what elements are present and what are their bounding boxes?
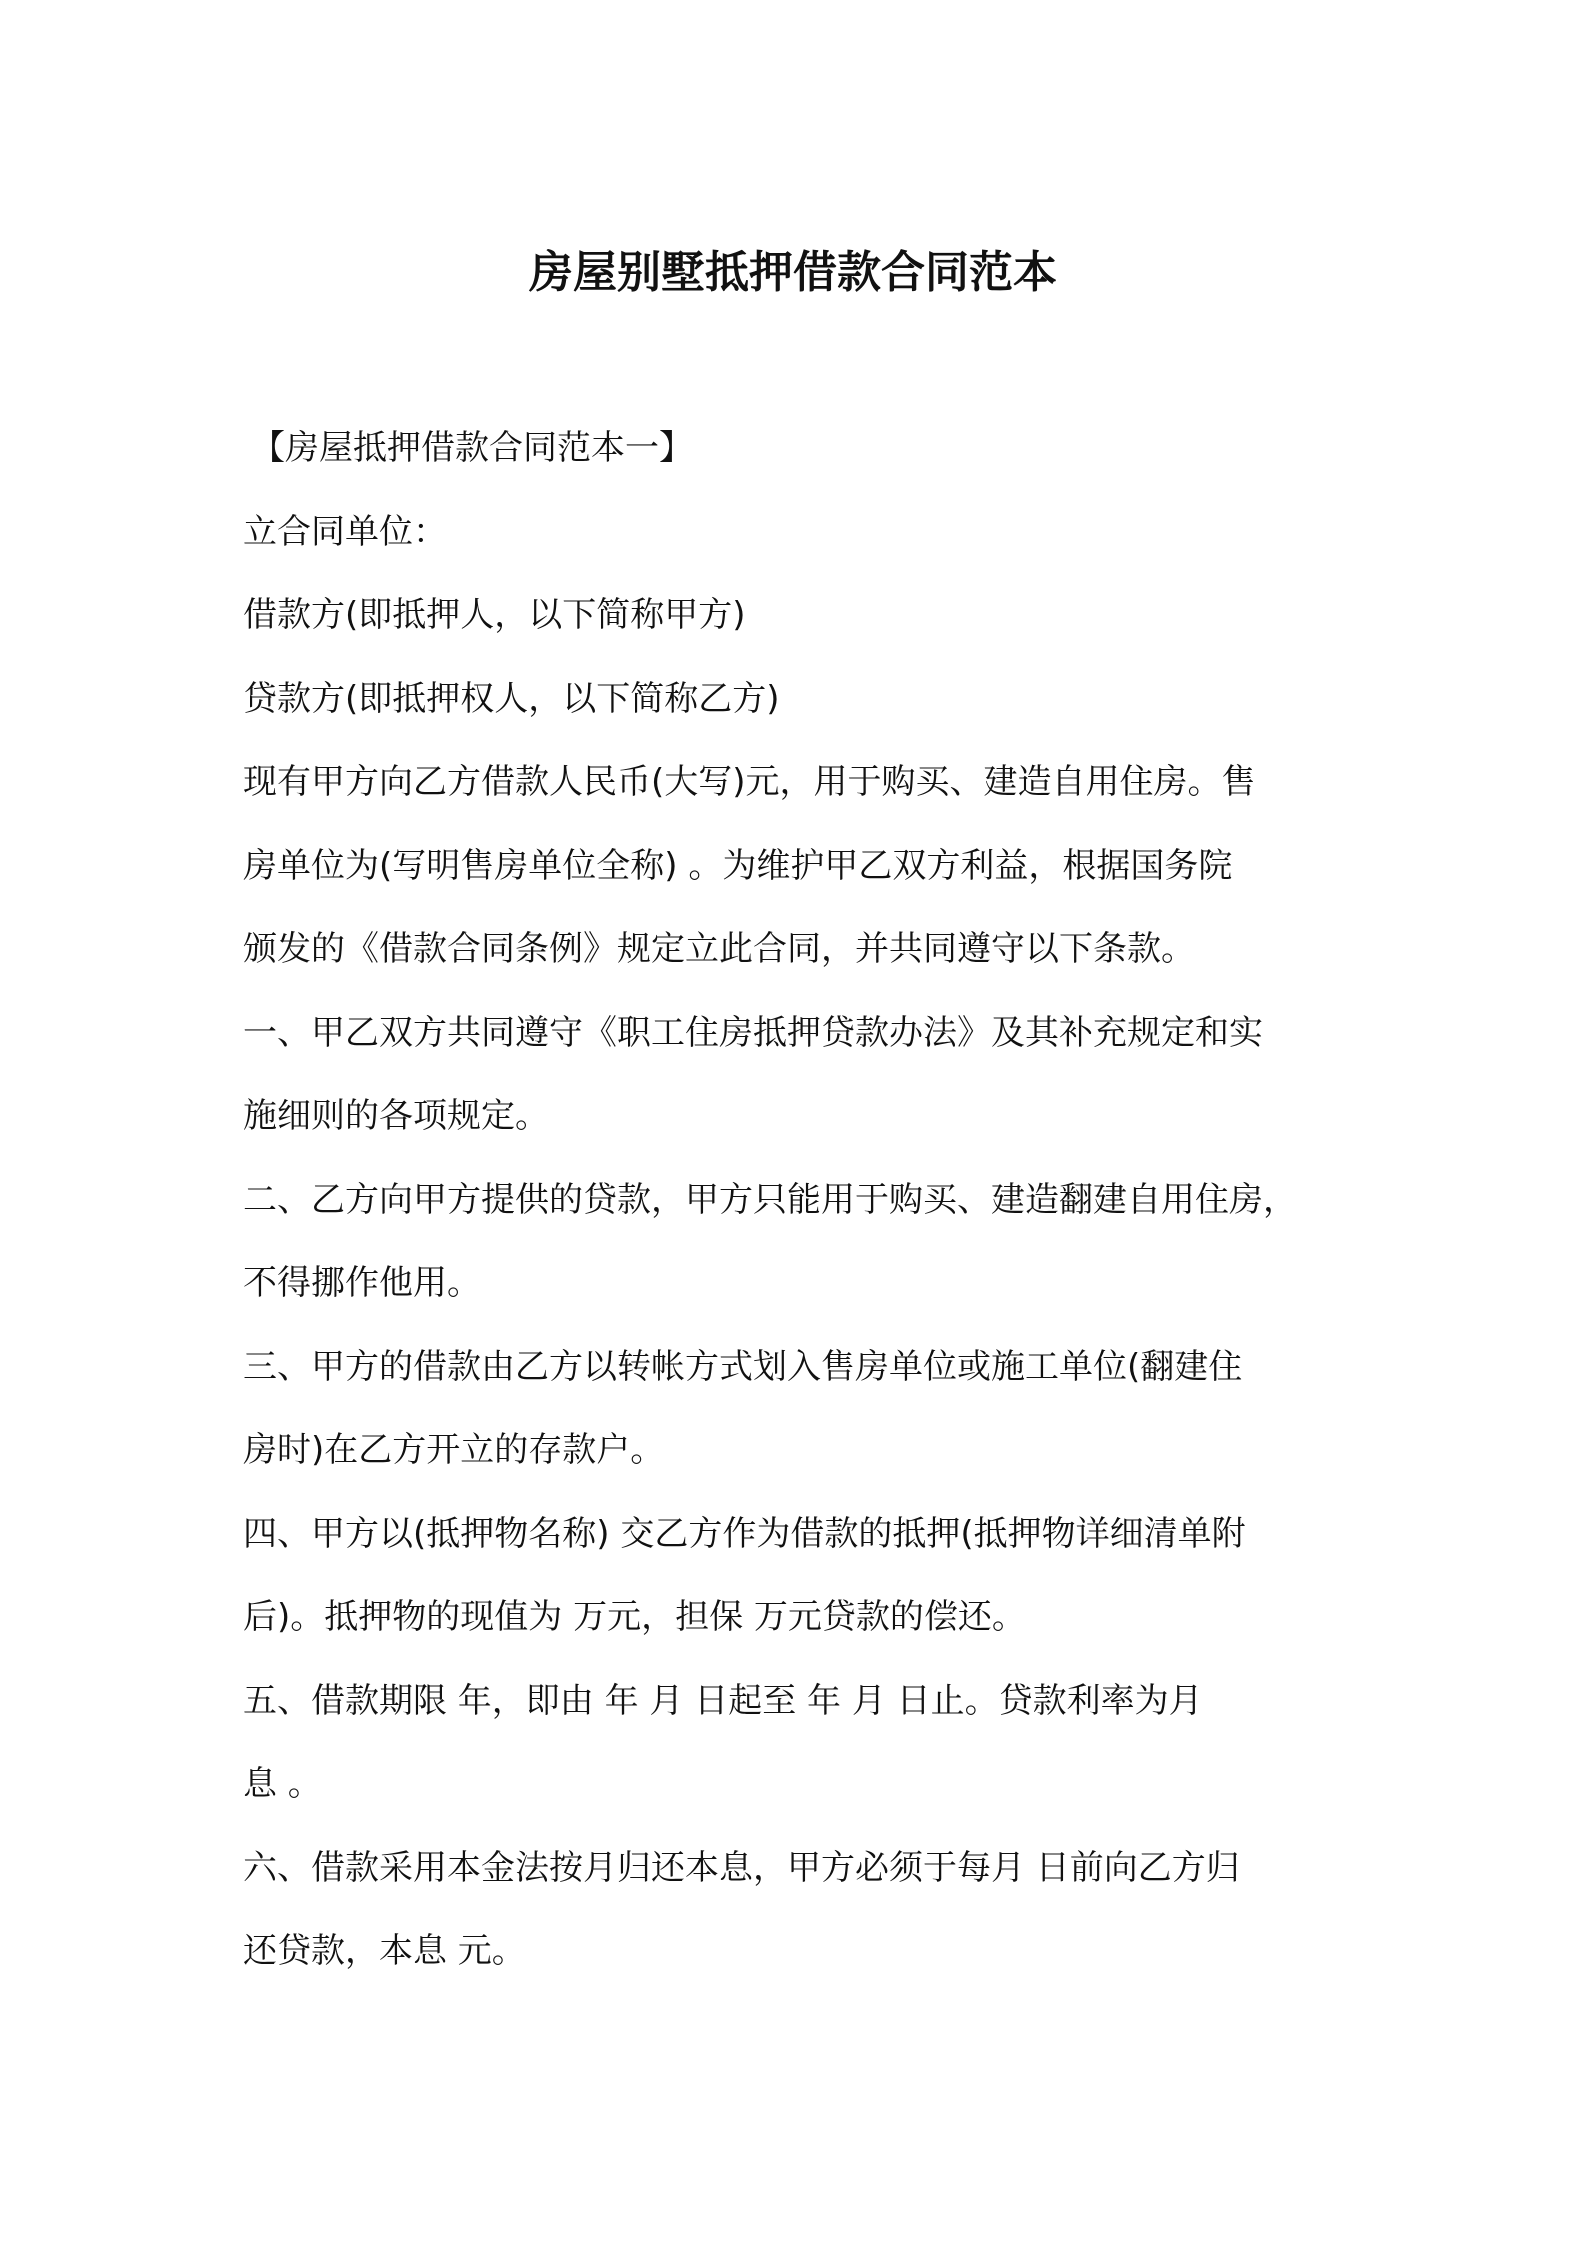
text-line: 借款方(即抵押人，以下简称甲方) <box>243 595 746 635</box>
text-line: 颁发的《借款合同条例》规定立此合同，并共同遵守以下条款。 <box>243 929 1195 969</box>
text-line: 现有甲方向乙方借款人民币(大写)元，用于购买、建造自用住房。售 <box>243 762 1256 802</box>
text-line: 贷款方(即抵押权人，以下简称乙方) <box>243 678 780 719</box>
document-title: 房屋别墅抵押借款合同范本 <box>529 247 1057 299</box>
text-line: 四、甲方以(抵押物名称) 交乙方作为借款的抵押(抵押物详细清单附 <box>243 1513 1246 1554</box>
section-heading: 【房屋抵押借款合同范本一】 <box>251 428 693 468</box>
text-line: 三、甲方的借款由乙方以转帐方式划入售房单位或施工单位(翻建住 <box>243 1346 1243 1387</box>
text-line: 五、借款期限 年，即由 年 月 日起至 年 月 日止。贷款利率为月 <box>243 1680 1203 1721</box>
text-line: 还贷款，本息 元。 <box>243 1931 526 1971</box>
text-line: 息 。 <box>243 1764 322 1804</box>
text-line: 一、甲乙双方共同遵守《职工住房抵押贷款办法》及其补充规定和实 <box>243 1012 1263 1053</box>
text-line: 不得挪作他用。 <box>243 1263 481 1303</box>
text-line: 六、借款采用本金法按月归还本息，甲方必须于每月 日前向乙方归 <box>243 1847 1240 1888</box>
text-line: 房单位为(写明售房单位全称) 。为维护甲乙双方利益，根据国务院 <box>243 845 1233 886</box>
text-line: 立合同单位： <box>243 511 447 552</box>
text-line: 房时)在乙方开立的存款户。 <box>243 1430 665 1470</box>
text-line: 后)。抵押物的现值为 万元，担保 万元贷款的偿还。 <box>243 1597 1026 1637</box>
text-line: 二、乙方向甲方提供的贷款，甲方只能用于购买、建造翻建自用住房， <box>243 1179 1297 1220</box>
text-line: 施细则的各项规定。 <box>243 1096 549 1136</box>
contract-body <box>243 407 1355 1994</box>
